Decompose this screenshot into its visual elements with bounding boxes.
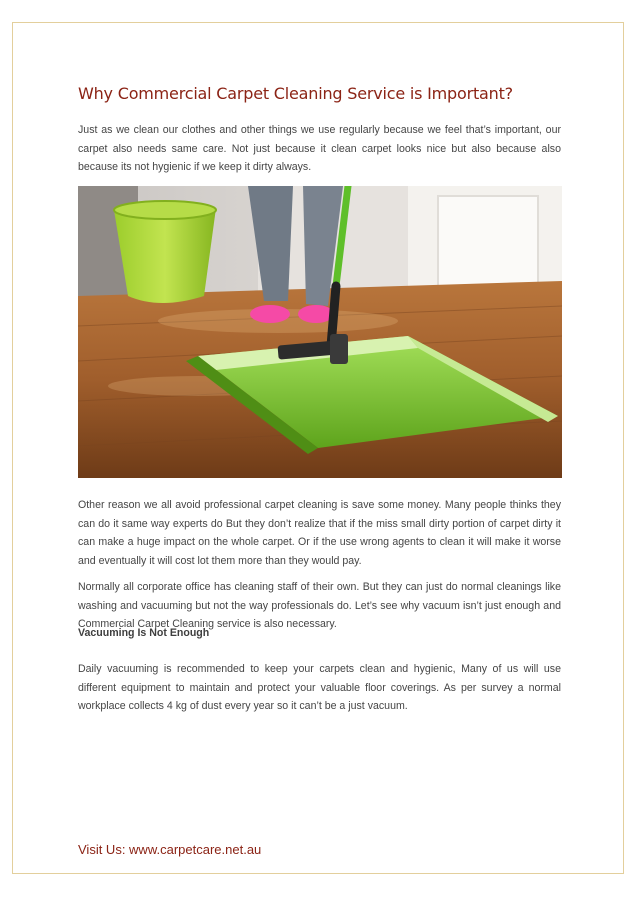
mop-cleaning-photo — [78, 186, 562, 478]
page-title: Why Commercial Carpet Cleaning Service is Important? — [78, 84, 513, 103]
paragraph-corporate: Normally all corporate office has cleaning staff of their own. But they can just do normal cleanings like washing and vacuuming but not the way professionals do. Let’s see why vacuum isn’t just enough and Commercial Carpet Cleaning service is also necessary. — [78, 581, 561, 631]
paragraph-vacuuming: Daily vacuuming is recommended to keep your carpets clean and hygienic, Many of us will use different equipment to maintain and protect your valuable floor coverings. As per survey a normal workplace collects 4 kg of dust every year so it can’t be a just vacuum. — [78, 663, 561, 713]
paragraph-intro: Just as we clean our clothes and other things we use regularly because we feel that’s important, our carpet also needs same care. Not just because it clean carpet looks nice but also because also because its not hygienic if we keep it dirty always. — [78, 124, 561, 174]
section-heading: Vacuuming Is Not Enough — [78, 627, 210, 639]
footer-link[interactable]: Visit Us: www.carpetcare.net.au — [78, 842, 262, 857]
paragraph-money: Other reason we all avoid professional carpet cleaning is save some money. Many people thinks they can do it same way experts do But they don’t realize that if the miss small dirty portion of carpet dirty it can make a huge impact on the whole carpet. Or if the use wrong agents to clean it will make it worse and eventually it will cost lot them more than they would pay. — [78, 499, 561, 567]
